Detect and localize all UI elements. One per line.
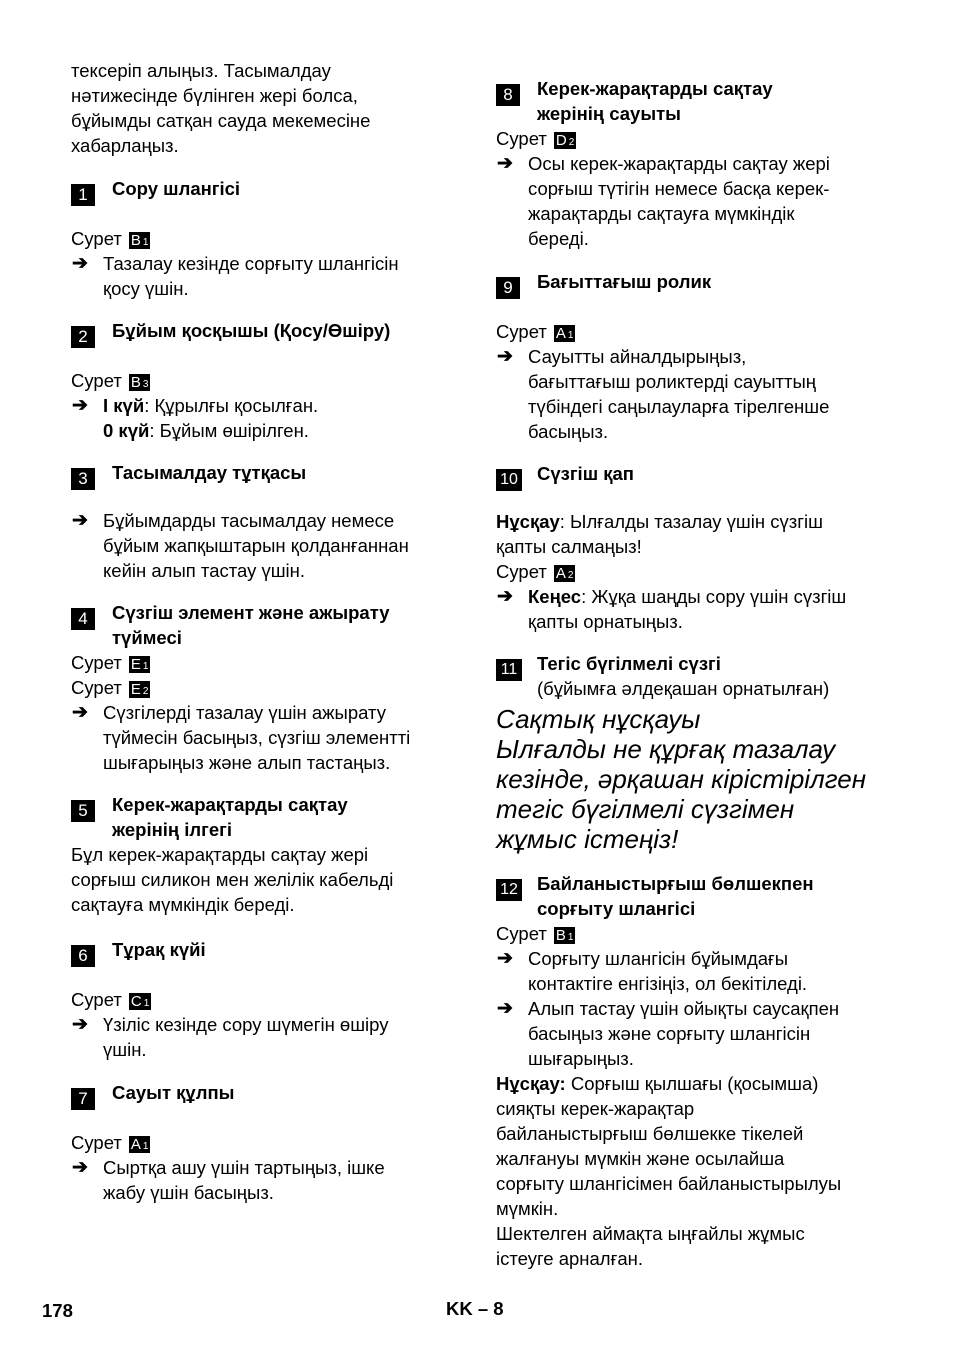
arrow-text: контактіге енгізіңіз, ол бекітіледі.	[528, 973, 808, 994]
arrow-item	[71, 1155, 455, 1205]
body-text: сақтауға мүмкіндік береді.	[71, 894, 295, 915]
figure-reference	[496, 921, 880, 946]
note-text: : Ылғалды тазалау үшін сүзгіш	[559, 511, 823, 532]
state-off-text: : Бұйым өшірілген.	[149, 420, 309, 441]
language-page-label: KK – 8	[446, 1298, 504, 1319]
advice-text: : Жұқа шаңды сору үшін сүзгіш	[581, 586, 847, 607]
section-number-badge: 2	[71, 326, 95, 348]
section-heading-4	[71, 600, 455, 650]
arrow-text: Тазалау кезінде сорғыту шлангісін	[103, 253, 399, 274]
figure-label: Сурет	[496, 321, 547, 342]
section-number-badge: 11	[496, 659, 522, 681]
section-title: түймесі	[112, 627, 182, 648]
arrow-text: Сорғыту шлангісін бұйымдағы	[528, 948, 789, 969]
section-heading-5	[71, 792, 455, 842]
note-text: Шектелген аймақта ыңғайлы жұмыс	[496, 1223, 805, 1244]
state-on-line	[103, 393, 455, 418]
section-title: Бағыттағыш ролик	[537, 271, 712, 292]
arrow-text: жабу үшін басыңыз.	[103, 1182, 274, 1203]
figure-number: 2	[142, 686, 149, 697]
section-heading-11	[496, 651, 880, 701]
figure-badge	[129, 1136, 151, 1153]
section-title: Сауыт құлпы	[112, 1082, 235, 1103]
section-heading-3	[71, 460, 455, 488]
note-label: Нұсқау:	[496, 1073, 566, 1094]
arrow-item	[71, 251, 455, 301]
arrow-text: шығарыңыз және алып тастаңыз.	[103, 752, 391, 773]
advice-text: қапты орнатыңыз.	[528, 611, 683, 632]
section-number-badge: 3	[71, 468, 95, 490]
section-title: Сору шлангісі	[112, 178, 241, 199]
figure-number: 1	[142, 237, 149, 248]
warning-text: Ылғалды не құрғақ тазалау	[496, 734, 836, 764]
warning-text: жұмыс істеңіз!	[496, 824, 679, 854]
arrow-right-icon: ➔	[72, 253, 88, 274]
section-heading-12	[496, 871, 880, 921]
figure-label: Сурет	[71, 989, 122, 1010]
figure-letter: B	[130, 374, 141, 391]
section-number-badge: 12	[496, 879, 522, 901]
figure-letter: A	[555, 325, 566, 342]
arrow-item	[71, 1012, 455, 1062]
figure-badge	[129, 681, 151, 698]
figure-label: Сурет	[71, 228, 122, 249]
figure-reference	[71, 1130, 455, 1155]
figure-badge	[129, 374, 151, 391]
figure-letter: B	[555, 927, 566, 944]
section-title: Тасымалдау тұтқасы	[112, 462, 307, 483]
arrow-text: шығарыңыз.	[528, 1048, 634, 1069]
figure-number: 1	[567, 330, 574, 341]
figure-badge	[129, 232, 151, 249]
section-heading-1	[71, 176, 455, 204]
note-label: Нұсқау	[496, 511, 560, 532]
section-title: Сүзгіш элемент және ажырату	[112, 602, 390, 623]
note-text: байланыстырғыш бөлшекке тікелей	[496, 1123, 804, 1144]
section-number-badge: 1	[71, 184, 95, 206]
arrow-item	[71, 700, 455, 775]
section-subtitle: (бұйымға әлдеқашан орнатылған)	[537, 678, 830, 699]
figure-label: Сурет	[496, 128, 547, 149]
figure-label: Сурет	[71, 370, 122, 391]
body-text: сорғыш силикон мен желілік кабельді	[71, 869, 394, 890]
arrow-right-icon: ➔	[72, 702, 88, 723]
page-footer	[0, 1296, 954, 1326]
section-title: Керек-жарақтарды сақтау	[537, 78, 773, 99]
section-number-badge: 7	[71, 1088, 95, 1110]
arrow-item	[71, 393, 455, 443]
section-number-badge: 8	[496, 84, 520, 106]
figure-letter: B	[130, 232, 141, 249]
right-column	[496, 76, 880, 1271]
arrow-text: Алып тастау үшін ойықты саусақпен	[528, 998, 840, 1019]
figure-reference	[71, 650, 455, 675]
arrow-text: басыңыз және сорғыту шлангісін	[528, 1023, 811, 1044]
arrow-item	[496, 344, 880, 444]
section-title: Тұрақ күйі	[112, 939, 206, 960]
figure-reference	[71, 987, 455, 1012]
figure-letter: E	[130, 681, 141, 698]
state-off-label: 0 күй	[103, 420, 150, 441]
arrow-text: Бұйымдарды тасымалдау немесе	[103, 510, 395, 531]
figure-number: 2	[568, 137, 575, 148]
section-number-badge: 9	[496, 277, 520, 299]
arrow-text: бұйым жапқыштарын қолданғаннан	[103, 535, 409, 556]
figure-letter: D	[555, 132, 567, 149]
note-line	[496, 509, 880, 534]
body-text: Бұл керек-жарақтарды сақтау жері	[71, 844, 369, 865]
figure-reference	[496, 559, 880, 584]
arrow-text: жарақтарды сақтауға мүмкіндік	[528, 203, 795, 224]
section-number-badge: 5	[71, 800, 95, 822]
warning-title: Сақтық нұсқауы	[496, 704, 701, 734]
figure-reference	[71, 675, 455, 700]
figure-number: 1	[143, 998, 150, 1009]
note-text: мүмкін.	[496, 1198, 559, 1219]
arrow-item	[71, 508, 455, 583]
figure-badge	[554, 565, 576, 582]
arrow-right-icon: ➔	[497, 586, 513, 607]
figure-reference	[496, 319, 880, 344]
arrow-right-icon: ➔	[497, 998, 513, 1019]
figure-badge	[554, 927, 576, 944]
section-title: жерінің сауыты	[537, 103, 681, 124]
intro-line: нәтижесінде бүлінген жері болса,	[71, 85, 358, 106]
section-title: Керек-жарақтарды сақтау	[112, 794, 348, 815]
figure-number: 2	[567, 570, 574, 581]
arrow-text: басыңыз.	[528, 421, 609, 442]
state-on-text: : Құрылғы қосылған.	[144, 395, 319, 416]
intro-line: хабарлаңыз.	[71, 135, 179, 156]
section-heading-7	[71, 1080, 455, 1108]
figure-reference	[71, 226, 455, 251]
figure-reference	[71, 368, 455, 393]
arrow-text: кейін алып тастау үшін.	[103, 560, 306, 581]
section-number-badge: 6	[71, 945, 95, 967]
note-line	[496, 1071, 880, 1096]
arrow-text: бағыттағыш роликтерді сауыттың	[528, 371, 816, 392]
arrow-text: Сауытты айналдырыңыз,	[528, 346, 747, 367]
figure-letter: A	[130, 1136, 141, 1153]
safety-warning	[496, 704, 880, 854]
section-title: Бұйым қосқышы (Қосу/Өшіру)	[112, 320, 391, 341]
figure-badge	[554, 132, 576, 149]
arrow-item	[496, 996, 880, 1071]
figure-label: Сурет	[496, 923, 547, 944]
section-title: жерінің ілгегі	[112, 819, 232, 840]
arrow-text: Сыртқа ашу үшін тартыңыз, ішке	[103, 1157, 385, 1178]
arrow-right-icon: ➔	[497, 346, 513, 367]
arrow-text: береді.	[528, 228, 589, 249]
figure-number: 1	[567, 932, 574, 943]
figure-badge	[129, 656, 151, 673]
section-title: Байланыстырғыш бөлшекпен	[537, 873, 814, 894]
arrow-text: қосу үшін.	[103, 278, 189, 299]
intro-line: бұйымды сатқан сауда мекемесіне	[71, 110, 371, 131]
section-number-badge: 4	[71, 608, 95, 630]
warning-text: тегіс бүгілмелі сүзгімен	[496, 794, 795, 824]
section-heading-8	[496, 76, 880, 126]
arrow-item	[496, 584, 880, 634]
arrow-text: Сүзгілерді тазалау үшін ажырату	[103, 702, 386, 723]
note-text: Сорғыш қылшағы (қосымша)	[565, 1073, 819, 1094]
section-number-badge: 10	[496, 469, 522, 491]
arrow-right-icon: ➔	[72, 395, 88, 416]
figure-badge	[129, 993, 151, 1010]
note-text: сорғыту шлангісімен байланыстырылуы	[496, 1173, 842, 1194]
section-title: сорғыту шлангісі	[537, 898, 696, 919]
intro-line: тексеріп алыңыз. Тасымалдау	[71, 60, 331, 81]
warning-text: кезінде, әрқашан кірістірілген	[496, 764, 867, 794]
figure-label: Сурет	[496, 561, 547, 582]
arrow-text: түймесін басыңыз, сүзгіш элементті	[103, 727, 411, 748]
advice-line	[528, 584, 880, 609]
figure-number: 1	[142, 1141, 149, 1152]
page-number: 178	[42, 1300, 73, 1321]
section-heading-2	[71, 318, 455, 346]
arrow-right-icon: ➔	[72, 510, 88, 531]
arrow-text: сорғыш түтігін немесе басқа керек-	[528, 178, 830, 199]
arrow-right-icon: ➔	[72, 1014, 88, 1035]
figure-letter: E	[130, 656, 141, 673]
figure-reference	[496, 126, 880, 151]
note-text: жалғануы мүмкін және осылайша	[496, 1148, 785, 1169]
arrow-right-icon: ➔	[72, 1157, 88, 1178]
figure-label: Сурет	[71, 1132, 122, 1153]
state-off-line	[103, 418, 455, 443]
arrow-item	[496, 151, 880, 251]
figure-letter: C	[130, 993, 142, 1010]
arrow-text: түбіндегі саңылауларға тірелгенше	[528, 396, 830, 417]
arrow-right-icon: ➔	[497, 153, 513, 174]
figure-number: 3	[142, 379, 149, 390]
figure-letter: A	[555, 565, 566, 582]
arrow-item	[496, 946, 880, 996]
section-title: Тегіс бүгілмелі сүзгі	[537, 653, 721, 674]
note-text: сияқты керек-жарақтар	[496, 1098, 695, 1119]
section-heading-9	[496, 269, 880, 297]
figure-number: 1	[142, 661, 149, 672]
arrow-right-icon: ➔	[497, 948, 513, 969]
figure-label: Сурет	[71, 652, 122, 673]
note-text: істеуге арналған.	[496, 1248, 643, 1269]
arrow-text: Осы керек-жарақтарды сақтау жері	[528, 153, 830, 174]
advice-label: Кеңес	[528, 586, 582, 607]
left-column	[71, 58, 455, 1205]
figure-label: Сурет	[71, 677, 122, 698]
section-heading-6	[71, 937, 455, 965]
arrow-text: үшін.	[103, 1039, 147, 1060]
figure-badge	[554, 325, 576, 342]
section-heading-10	[496, 461, 880, 486]
state-on-label: I күй	[103, 395, 145, 416]
note-text: қапты салмаңыз!	[496, 536, 642, 557]
section-title: Сүзгіш қап	[537, 463, 634, 484]
arrow-text: Үзіліс кезінде сору шүмегін өшіру	[103, 1014, 389, 1035]
